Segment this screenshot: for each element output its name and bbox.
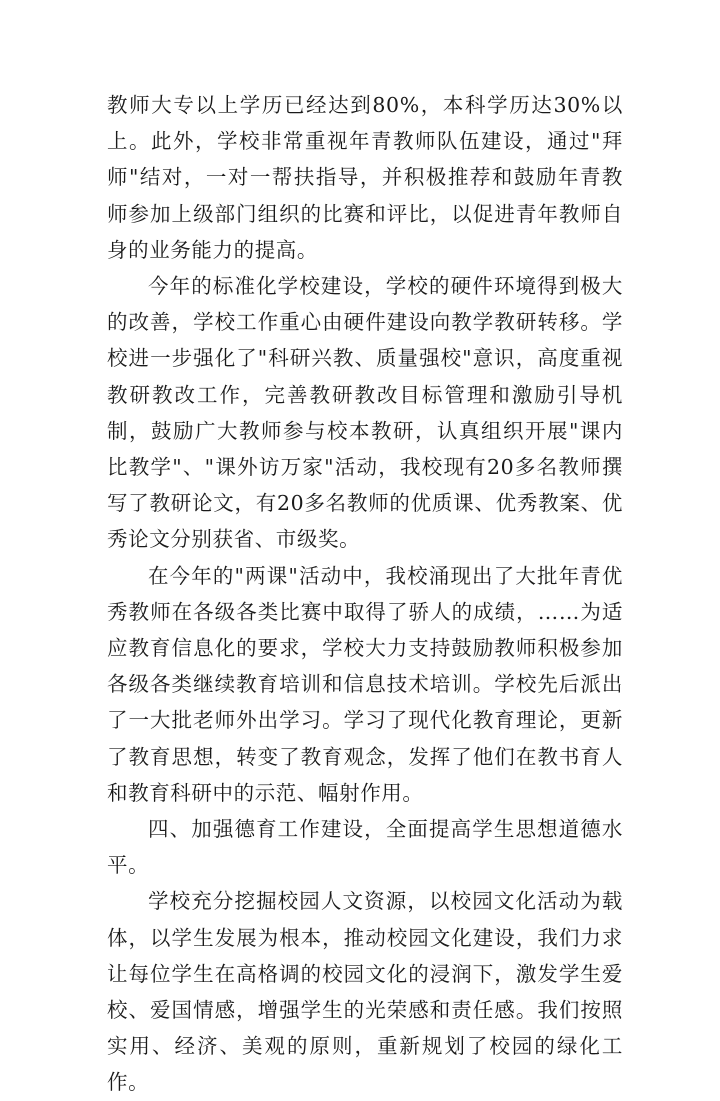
paragraph-teacher-qualifications: 教师大专以上学历已经达到80%，本科学历达30%以上。此外，学校非常重视年青教师队伍建设，通过"拜师"结对，一对一帮扶指导，并积极推荐和鼓励年青教师参加上级部门组织的比赛和评比，以促进青年教师自身的业务能力的提高。 — [107, 93, 623, 262]
section-heading-moral-education: 四、加强德育工作建设，全面提高学生思想道德水平。 — [107, 817, 623, 878]
paragraph-campus-culture: 学校充分挖掘校园人文资源，以校园文化活动为载体，以学生发展为根本，推动校园文化建设，我们力求让每位学生在高格调的校园文化的浸润下，激发学生爱校、爱国情感，增强学生的光荣感和责任感。我们按照实用、经济、美观的原则，重新规划了校园的绿化工作。 — [107, 889, 623, 1095]
paragraph-two-lessons-activity: 在今年的"两课"活动中，我校涌现出了大批年青优秀教师在各级各类比赛中取得了骄人的成绩，……为适应教育信息化的要求，学校大力支持鼓励教师积极参加各级各类继续教育培训和信息技术培训。学校先后派出了一大批老师外出学习。学习了现代化教育理论，更新了教育思想，转变了教育观念，发挥了他们在教书育人和教育科研中的示范、幅射作用。 — [107, 563, 623, 805]
document-body — [107, 87, 623, 1101]
paragraph-standardization-construction: 今年的标准化学校建设，学校的硬件环境得到极大的改善，学校工作重心由硬件建设向教学教研转移。学校进一步强化了"科研兴教、质量强校"意识，高度重视教研教改工作，完善教研教改目标管理和激励引导机制，鼓励广大教师参与校本教研，认真组织开展"课内比教学"、"课外访万家"活动，我校现有20多名教师撰写了教研论文，有20多名教师的优质课、优秀教案、优秀论文分别获省、市级奖。 — [107, 274, 623, 552]
